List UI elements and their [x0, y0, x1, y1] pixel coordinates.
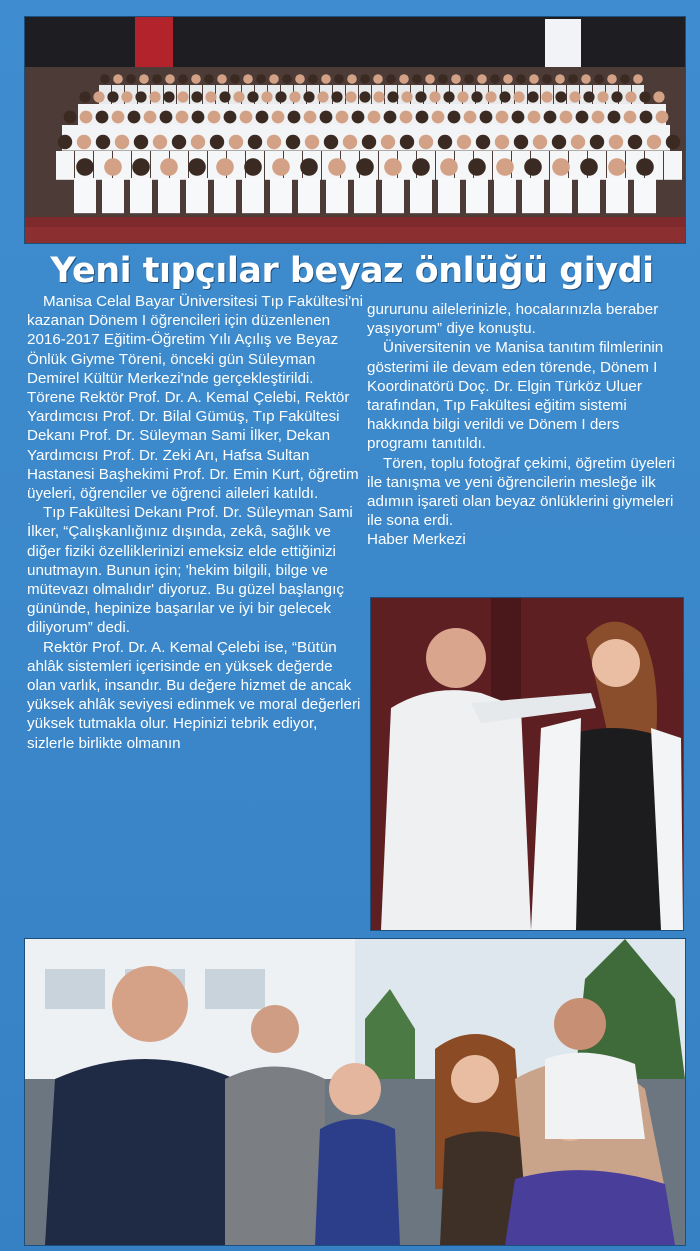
coat-ceremony-photo [370, 597, 684, 931]
article-left-column [27, 292, 363, 753]
group-photo [24, 16, 686, 244]
paragraph: Rektör Prof. Dr. A. Kemal Çelebi ise, “Bütün ahlâk sistemleri içerisinde en yüksek değerde olan varlık, insandır. Bu değere hizmet de ancak yüksek ahlâk seviyesi edinmek ve moral değerleri yüksek tutmakla olur. Hepinizi tebrik ediyor, sizlerle birlikte olmanın [27, 638, 361, 752]
paragraph: Tıp Fakültesi Dekanı Prof. Dr. Süleyman Sami İlker, “Çalışkanlığınız dışında, zekâ, sağlık ve diğer fiziki özelliklerinizi emeksiz elde ettiğinizi unutmayın. Bunun için; 'hekim bilgili, bilge ve mütevazı olmalıdır' diyoruz. Bu güzel başlangıç gününde, hepinize başarılar ve iyi bir gelecek diliyorum” dedi. [27, 504, 353, 637]
article-right-column [367, 300, 681, 550]
coat-ceremony-illustration [371, 598, 683, 930]
paragraph: Üniversitenin ve Manisa tanıtım filmlerinin gösterimi ile devam eden törende, Dönem I Koordinatörü Doç. Dr. Elgin Türköz Uluer tarafından, Tıp Fakültesi eğitim sistemi hakkında bilgi verildi ve Dönem I ders programı tanıtıldı. [367, 339, 664, 453]
paragraph: gururunu ailelerinizle, hocalarınızla beraber yaşıyorum” diye konuştu. [367, 301, 659, 338]
group-photo-illustration [25, 17, 685, 243]
paragraph: Manisa Celal Bayar Üniversitesi Tıp Fakültesi'ni kazanan Dönem I öğrencileri için düzenlenen 2016-2017 Eğitim-Öğretim Yılı Açılış ve Beyaz Önlük Giyme Töreni, önceki gün Süleyman Demirel Kültür Merkezi'nde gerçekleştirildi. Törene Rektör Prof. Dr. A. Kemal Çelebi, Rektör Yardımcısı Prof. Dr. Bilal Gümüş, Tıp Fakültesi Dekanı Prof. Dr. Süleyman Sami İlker, Dekan Yardımcısı Prof. Dr. Zeki Arı, Hafsa Sultan Hastanesi Başhekimi Prof. Dr. Emin Kurt, öğretim üyeleri, öğrenciler ve öğrenci aileleri katıldı. [27, 293, 363, 503]
rector-students-photo [24, 938, 686, 1246]
paragraph: Tören, toplu fotoğraf çekimi, öğretim üyeleri ile tanışma ve yeni öğrencilerin mesleğe ilk adımın işareti olan beyaz önlüklerini giymeleri ile sona erdi. [367, 454, 676, 530]
byline: Haber Merkezi [367, 531, 466, 549]
rector-students-illustration [25, 939, 685, 1245]
headline: Yeni tıpçılar beyaz önlüğü giydi [50, 251, 654, 291]
